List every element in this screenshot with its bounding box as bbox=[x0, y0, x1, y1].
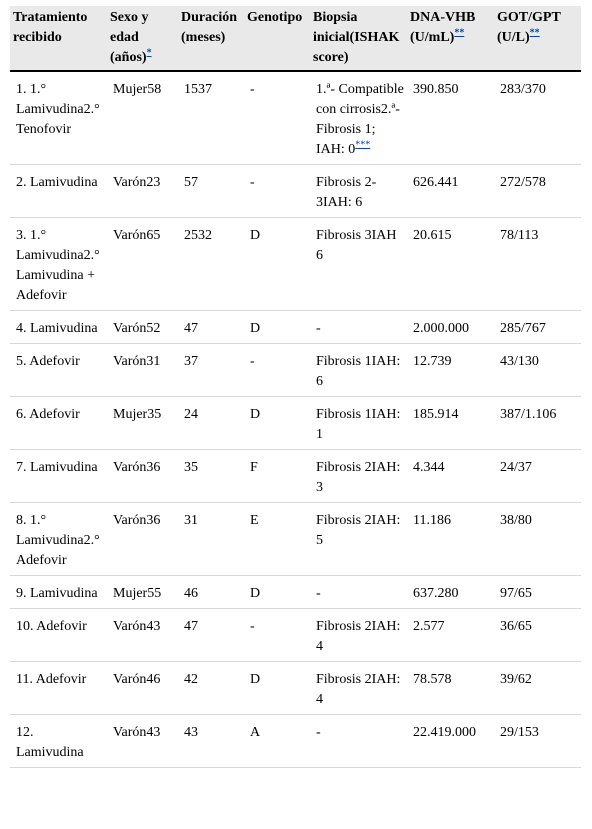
cell-genotype bbox=[244, 662, 310, 715]
cell-text: 2532 bbox=[184, 228, 212, 243]
cell-text: - bbox=[316, 586, 321, 601]
cell-got-gpt bbox=[494, 715, 581, 768]
cell-treatment bbox=[10, 503, 107, 576]
cell-text: 78/113 bbox=[500, 228, 539, 243]
cell-biopsy bbox=[310, 397, 407, 450]
table-row bbox=[10, 397, 581, 450]
cell-sex-age bbox=[107, 344, 178, 397]
cell-text: D bbox=[250, 321, 261, 336]
cell-text: 38/80 bbox=[500, 513, 532, 528]
cell-text: - bbox=[250, 82, 255, 97]
cell-treatment bbox=[10, 344, 107, 397]
cell-treatment bbox=[10, 165, 107, 218]
cell-text: 31 bbox=[184, 513, 198, 528]
cell-duration bbox=[178, 397, 244, 450]
cell-text: Fibrosis 2IAH: 4 bbox=[316, 672, 401, 707]
cell-treatment bbox=[10, 662, 107, 715]
header-dna-vhb bbox=[407, 6, 494, 71]
cell-text: 78.578 bbox=[413, 672, 452, 687]
cell-text: Varón65 bbox=[113, 228, 161, 243]
table-row bbox=[10, 609, 581, 662]
cell-text: 36/65 bbox=[500, 619, 532, 634]
cell-sex-age bbox=[107, 662, 178, 715]
cell-text: 97/65 bbox=[500, 586, 532, 601]
cell-biopsy bbox=[310, 503, 407, 576]
cell-sex-age bbox=[107, 165, 178, 218]
cell-text: 390.850 bbox=[413, 82, 459, 97]
cell-got-gpt bbox=[494, 71, 581, 165]
cell-duration bbox=[178, 344, 244, 397]
cell-genotype bbox=[244, 576, 310, 609]
footnote-link[interactable]: ** bbox=[454, 27, 465, 39]
cell-text: Varón43 bbox=[113, 725, 161, 740]
cell-duration bbox=[178, 503, 244, 576]
cell-got-gpt bbox=[494, 450, 581, 503]
cell-text: 185.914 bbox=[413, 407, 459, 422]
cell-text: 43/130 bbox=[500, 354, 539, 369]
cell-text: Varón46 bbox=[113, 672, 161, 687]
cell-text: Mujer55 bbox=[113, 586, 162, 601]
cell-sex-age bbox=[107, 71, 178, 165]
footnote-link[interactable]: *** bbox=[355, 139, 371, 151]
cell-text: Varón52 bbox=[113, 321, 161, 336]
cell-biopsy bbox=[310, 71, 407, 165]
cell-got-gpt bbox=[494, 662, 581, 715]
cell-text: Fibrosis 2-3IAH: 6 bbox=[316, 175, 377, 210]
table-row bbox=[10, 218, 581, 311]
cell-treatment bbox=[10, 397, 107, 450]
cell-biopsy bbox=[310, 311, 407, 344]
header-sex-age bbox=[107, 6, 178, 71]
patients-table bbox=[10, 6, 581, 768]
cell-text: Varón43 bbox=[113, 619, 161, 634]
cell-text: 1.ª- Compatible con cirrosis2.ª- Fibrosis 1; IAH: 0 bbox=[316, 82, 404, 157]
cell-got-gpt bbox=[494, 576, 581, 609]
cell-text: 10. Adefovir bbox=[16, 619, 87, 634]
cell-text: F bbox=[250, 460, 258, 475]
cell-text: D bbox=[250, 228, 261, 243]
cell-text: Fibrosis 1IAH: 6 bbox=[316, 354, 401, 389]
cell-text: 5. Adefovir bbox=[16, 354, 80, 369]
cell-text: 29/153 bbox=[500, 725, 539, 740]
header-label: GOT/GPT (U/L) bbox=[497, 10, 561, 45]
cell-text: 3. 1.° Lamivudina2.° Lamivudina + Adefovir bbox=[16, 228, 100, 303]
cell-text: 1537 bbox=[184, 82, 212, 97]
cell-text: 6. Adefovir bbox=[16, 407, 80, 422]
cell-treatment bbox=[10, 71, 107, 165]
cell-biopsy bbox=[310, 662, 407, 715]
header-treatment bbox=[10, 6, 107, 71]
cell-text: - bbox=[250, 619, 255, 634]
cell-biopsy bbox=[310, 450, 407, 503]
cell-text: Varón36 bbox=[113, 460, 161, 475]
table-row bbox=[10, 311, 581, 344]
cell-genotype bbox=[244, 609, 310, 662]
cell-genotype bbox=[244, 715, 310, 768]
cell-dna-vhb bbox=[407, 662, 494, 715]
cell-text: Varón23 bbox=[113, 175, 161, 190]
cell-genotype bbox=[244, 344, 310, 397]
cell-treatment bbox=[10, 311, 107, 344]
cell-text: - bbox=[250, 175, 255, 190]
cell-text: 4. Lamivudina bbox=[16, 321, 98, 336]
cell-text: 285/767 bbox=[500, 321, 546, 336]
cell-sex-age bbox=[107, 397, 178, 450]
cell-sex-age bbox=[107, 218, 178, 311]
cell-dna-vhb bbox=[407, 503, 494, 576]
cell-text: - bbox=[250, 354, 255, 369]
table-body bbox=[10, 71, 581, 768]
header-row bbox=[10, 6, 581, 71]
cell-text: 387/1.106 bbox=[500, 407, 557, 422]
header-label: Duración (meses) bbox=[181, 10, 237, 45]
cell-text: 9. Lamivudina bbox=[16, 586, 98, 601]
cell-text: Varón36 bbox=[113, 513, 161, 528]
cell-got-gpt bbox=[494, 165, 581, 218]
cell-got-gpt bbox=[494, 503, 581, 576]
cell-biopsy bbox=[310, 715, 407, 768]
cell-text: 12. Lamivudina bbox=[16, 725, 84, 760]
cell-dna-vhb bbox=[407, 397, 494, 450]
cell-biopsy bbox=[310, 344, 407, 397]
table-row bbox=[10, 450, 581, 503]
cell-text: 12.739 bbox=[413, 354, 452, 369]
cell-genotype bbox=[244, 450, 310, 503]
cell-biopsy bbox=[310, 576, 407, 609]
table-row bbox=[10, 71, 581, 165]
cell-treatment bbox=[10, 715, 107, 768]
table-row bbox=[10, 662, 581, 715]
cell-text: 283/370 bbox=[500, 82, 546, 97]
cell-genotype bbox=[244, 218, 310, 311]
cell-text: Fibrosis 3IAH 6 bbox=[316, 228, 397, 263]
cell-text: - bbox=[316, 725, 321, 740]
cell-text: 24/37 bbox=[500, 460, 532, 475]
cell-text: Varón31 bbox=[113, 354, 161, 369]
cell-dna-vhb bbox=[407, 311, 494, 344]
cell-text: D bbox=[250, 407, 261, 422]
cell-text: 2.577 bbox=[413, 619, 445, 634]
cell-text: 8. 1.° Lamivudina2.° Adefovir bbox=[16, 513, 100, 568]
header-genotype bbox=[244, 6, 310, 71]
cell-text: Mujer35 bbox=[113, 407, 162, 422]
cell-text: 57 bbox=[184, 175, 198, 190]
cell-duration bbox=[178, 311, 244, 344]
cell-text: 626.441 bbox=[413, 175, 459, 190]
cell-dna-vhb bbox=[407, 609, 494, 662]
cell-text: 47 bbox=[184, 619, 198, 634]
cell-got-gpt bbox=[494, 609, 581, 662]
header-label: Genotipo bbox=[247, 10, 303, 25]
cell-dna-vhb bbox=[407, 576, 494, 609]
table-row bbox=[10, 344, 581, 397]
header-duration bbox=[178, 6, 244, 71]
header-got-gpt bbox=[494, 6, 581, 71]
table-row bbox=[10, 576, 581, 609]
cell-text: Fibrosis 2IAH: 4 bbox=[316, 619, 401, 654]
cell-dna-vhb bbox=[407, 165, 494, 218]
cell-duration bbox=[178, 662, 244, 715]
cell-text: 46 bbox=[184, 586, 198, 601]
cell-dna-vhb bbox=[407, 218, 494, 311]
cell-duration bbox=[178, 218, 244, 311]
cell-treatment bbox=[10, 218, 107, 311]
cell-text: D bbox=[250, 586, 261, 601]
cell-duration bbox=[178, 576, 244, 609]
cell-text: 11. Adefovir bbox=[16, 672, 87, 687]
cell-dna-vhb bbox=[407, 71, 494, 165]
cell-text: E bbox=[250, 513, 259, 528]
cell-text: D bbox=[250, 672, 261, 687]
cell-got-gpt bbox=[494, 218, 581, 311]
cell-text: 42 bbox=[184, 672, 198, 687]
cell-duration bbox=[178, 715, 244, 768]
cell-treatment bbox=[10, 609, 107, 662]
cell-biopsy bbox=[310, 165, 407, 218]
cell-sex-age bbox=[107, 715, 178, 768]
table-row bbox=[10, 503, 581, 576]
cell-genotype bbox=[244, 397, 310, 450]
cell-text: 35 bbox=[184, 460, 198, 475]
cell-text: A bbox=[250, 725, 261, 740]
cell-text: 272/578 bbox=[500, 175, 546, 190]
cell-dna-vhb bbox=[407, 450, 494, 503]
cell-biopsy bbox=[310, 609, 407, 662]
cell-text: 2.000.000 bbox=[413, 321, 469, 336]
cell-sex-age bbox=[107, 576, 178, 609]
header-label: Biopsia inicial(ISHAK score) bbox=[313, 10, 400, 65]
cell-text: 7. Lamivudina bbox=[16, 460, 98, 475]
cell-text: 39/62 bbox=[500, 672, 532, 687]
footnote-link[interactable]: * bbox=[146, 47, 152, 59]
cell-duration bbox=[178, 71, 244, 165]
table-row bbox=[10, 715, 581, 768]
header-label: Sexo y edad (años) bbox=[110, 10, 149, 65]
table-header bbox=[10, 6, 581, 71]
header-biopsy bbox=[310, 6, 407, 71]
cell-got-gpt bbox=[494, 397, 581, 450]
cell-sex-age bbox=[107, 503, 178, 576]
cell-text: 1. 1.° Lamivudina2.° Tenofovir bbox=[16, 82, 100, 137]
cell-sex-age bbox=[107, 609, 178, 662]
cell-text: 37 bbox=[184, 354, 198, 369]
cell-text: 637.280 bbox=[413, 586, 459, 601]
cell-text: Fibrosis 2IAH: 3 bbox=[316, 460, 401, 495]
cell-text: - bbox=[316, 321, 321, 336]
cell-text: 24 bbox=[184, 407, 198, 422]
header-label: Tratamiento recibido bbox=[13, 10, 88, 45]
cell-genotype bbox=[244, 71, 310, 165]
cell-text: 20.615 bbox=[413, 228, 452, 243]
cell-genotype bbox=[244, 165, 310, 218]
table-row bbox=[10, 165, 581, 218]
cell-text: Mujer58 bbox=[113, 82, 162, 97]
cell-duration bbox=[178, 165, 244, 218]
cell-text: 11.186 bbox=[413, 513, 451, 528]
cell-text: 47 bbox=[184, 321, 198, 336]
cell-text: Fibrosis 2IAH: 5 bbox=[316, 513, 401, 548]
cell-text: 43 bbox=[184, 725, 198, 740]
footnote-link[interactable]: ** bbox=[529, 27, 540, 39]
cell-genotype bbox=[244, 311, 310, 344]
cell-duration bbox=[178, 609, 244, 662]
header-label: DNA-VHB (U/mL) bbox=[410, 10, 476, 45]
cell-text: 22.419.000 bbox=[413, 725, 476, 740]
cell-got-gpt bbox=[494, 344, 581, 397]
cell-got-gpt bbox=[494, 311, 581, 344]
cell-treatment bbox=[10, 450, 107, 503]
cell-sex-age bbox=[107, 311, 178, 344]
cell-genotype bbox=[244, 503, 310, 576]
cell-treatment bbox=[10, 576, 107, 609]
cell-text: Fibrosis 1IAH: 1 bbox=[316, 407, 401, 442]
cell-sex-age bbox=[107, 450, 178, 503]
cell-dna-vhb bbox=[407, 715, 494, 768]
cell-biopsy bbox=[310, 218, 407, 311]
cell-duration bbox=[178, 450, 244, 503]
cell-text: 4.344 bbox=[413, 460, 445, 475]
cell-text: 2. Lamivudina bbox=[16, 175, 98, 190]
cell-dna-vhb bbox=[407, 344, 494, 397]
